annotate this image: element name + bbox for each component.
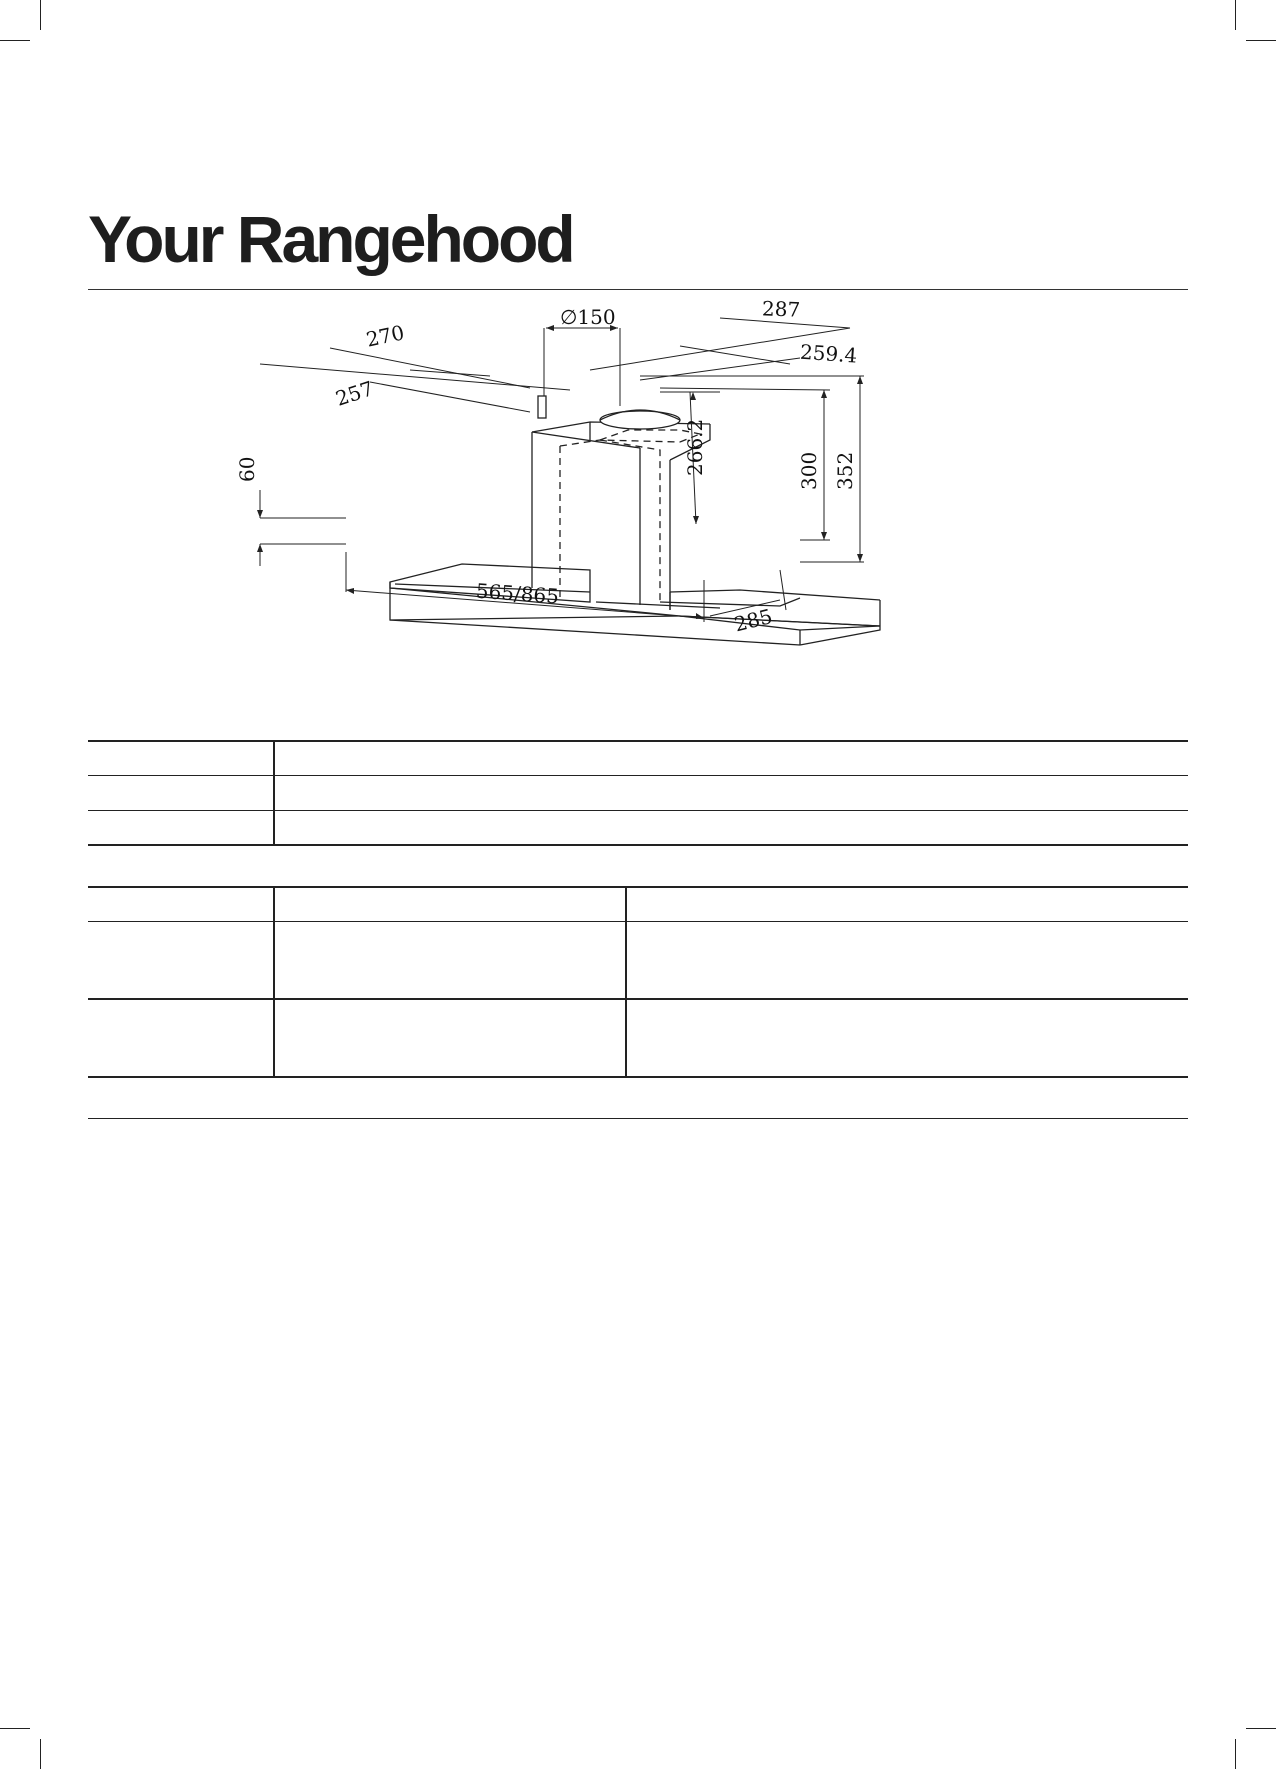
dim-depth-top-left: 270 — [364, 320, 407, 352]
dim-chimney-height: 266.2 — [683, 418, 707, 476]
dim-canopy-depth: 285 — [731, 603, 775, 637]
title-divider — [88, 289, 1188, 290]
table2-column-divider-1 — [273, 888, 275, 1076]
dim-height-352: 352 — [833, 451, 857, 490]
rangehood-dimension-drawing — [235, 296, 1000, 720]
crop-mark-bottom-right-v — [1235, 1739, 1236, 1769]
table1-rule-row1 — [88, 775, 1188, 776]
dim-width: 565/865 — [475, 578, 560, 609]
crop-mark-bottom-left-h — [0, 1728, 30, 1729]
page-title: Your Rangehood — [88, 202, 573, 276]
table2-rule-row2 — [88, 1076, 1188, 1078]
dim-height-300: 300 — [797, 451, 821, 490]
table2-column-divider-2 — [625, 888, 627, 1076]
table2-rule-top — [88, 886, 1188, 888]
table2-rule-bottom — [88, 1118, 1188, 1119]
table1-column-divider — [273, 742, 275, 844]
table1-rule-top — [88, 740, 1188, 742]
crop-mark-top-right-v — [1235, 0, 1236, 30]
dim-chimney-width: 257 — [332, 376, 377, 411]
dim-duct-diameter: ∅150 — [560, 305, 616, 329]
dim-depth-top-right: 287 — [761, 296, 801, 322]
crop-mark-top-left-h — [0, 40, 30, 41]
crop-mark-top-left-v — [40, 0, 41, 30]
table1-rule-row2 — [88, 810, 1188, 811]
table1-rule-bottom — [88, 844, 1188, 846]
dim-chimney-depth: 259.4 — [799, 339, 859, 368]
crop-mark-bottom-right-h — [1246, 1728, 1276, 1729]
crop-mark-top-right-h — [1246, 40, 1276, 41]
table2-rule-header — [88, 921, 1188, 922]
table2-rule-row1 — [88, 998, 1188, 1000]
crop-mark-bottom-left-v — [40, 1739, 41, 1769]
dim-canopy-height: 60 — [235, 456, 259, 482]
